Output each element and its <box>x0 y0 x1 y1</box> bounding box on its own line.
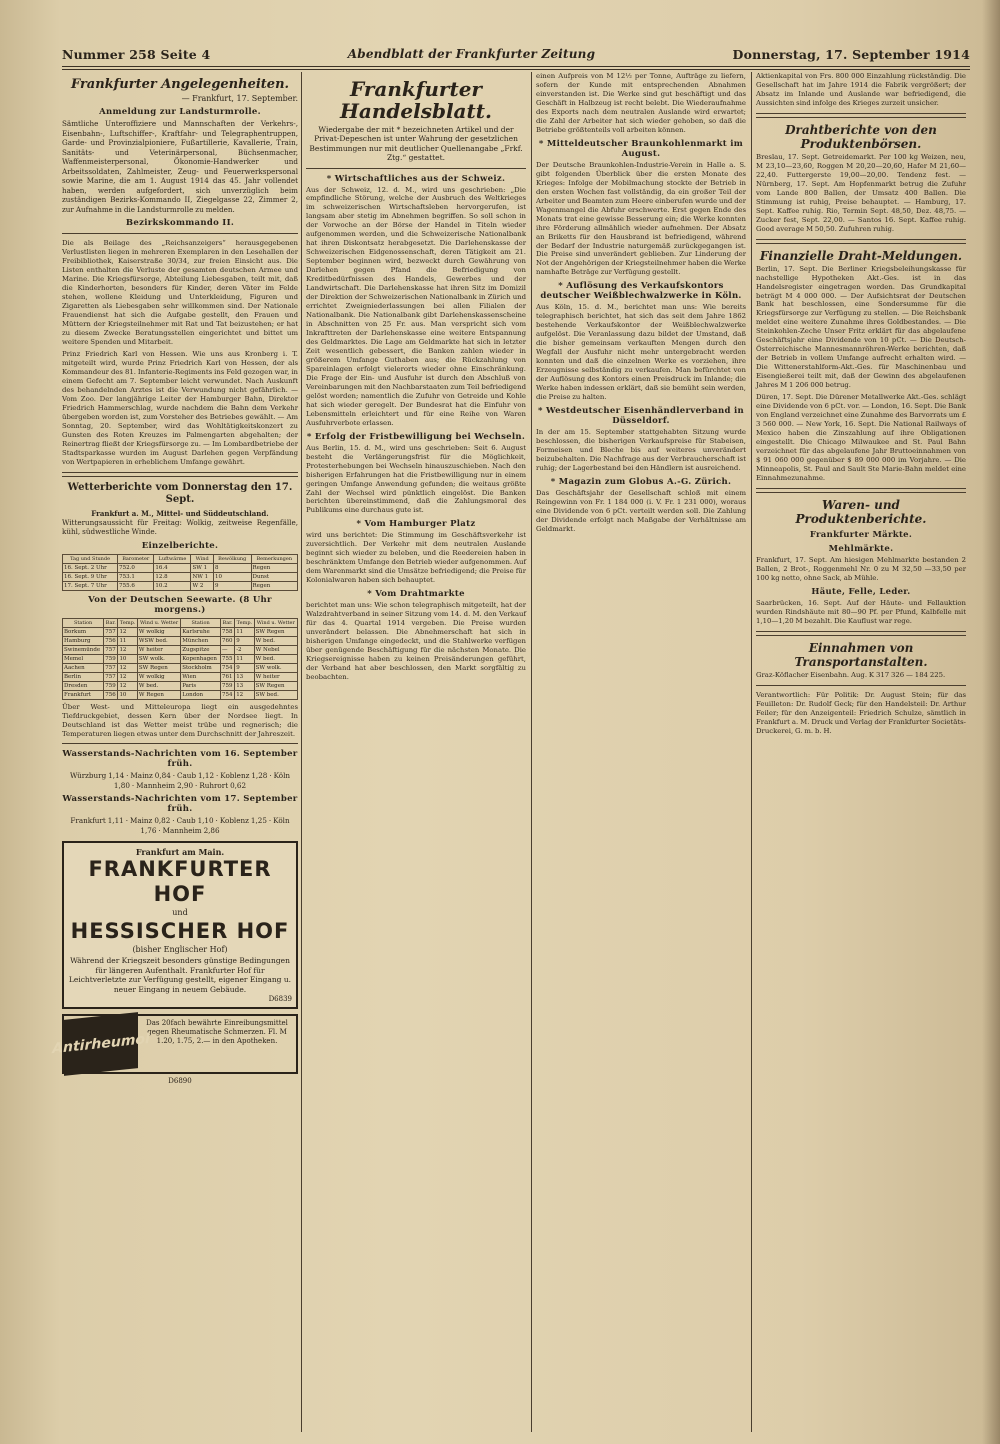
article-heading-weissblech: * Auflösung des Verkaufskontors deutscher Weißblechwalzwerke in Köln. <box>540 281 742 302</box>
table-cell: 758 <box>220 627 234 636</box>
table-cell: 9 <box>213 581 251 590</box>
table-cell: 756 <box>104 690 118 699</box>
table-cell: Dresden <box>63 681 104 690</box>
table-cell: Berlin <box>63 672 104 681</box>
text-finanzielle-meldungen-1: Berlin, 17. Sept. Die Berliner Kriegsbeleihungskasse für nachstellige Hypotheken Akt.-Ges. ist in das Handelsregister eingetragen worden. Das Grundkapital beträgt M 4 000 000. — Der Aufsichtsrat der Deutschen Bank hat beschlossen, eine Sondersumme für die Kriegsfürsorge zur Verfügung zu stellen. — Die Reichsbank meldet eine weitere Zunahme ihres Goldbestandes. — Die Steinkohlen-Zeche Unser Fritz erklärt für das abgelaufene Geschäftsjahr eine Dividende von 10 pCt. — Die Deutsch-Österreichische Mannesmannröhren-Werke berichten, daß der Betrieb in vollem Umfange aufrecht erhalten wird. — Die Wittenerstahlform-Akt.-Ges. für Maschinenbau und Eisengießerei teilt mit, daß der Gewinn des abgelaufenen Jahres M 1 206 000 betrug. <box>756 264 966 390</box>
column-rule-3 <box>751 72 752 1432</box>
table-header-cell: Wind u. Wetter <box>137 618 180 627</box>
ad-city: Frankfurt am Main. <box>135 847 225 858</box>
divider <box>62 472 298 477</box>
column-reports <box>756 72 966 1432</box>
table-cell: Paris <box>181 681 221 690</box>
table-cell: SW 1 <box>191 563 214 572</box>
water-level-values-2: Frankfurt 1,11 · Mainz 0,82 · Caub 1,10 · Koblenz 1,25 · Köln 1,76 · Mannheim 2,86 <box>70 816 290 835</box>
table-row <box>63 636 298 645</box>
table-header-cell: Station <box>63 618 104 627</box>
table-cell: Regen <box>251 581 297 590</box>
article-heading-eisenhaendler: * Westdeutscher Eisenhändlerverband in Düsseldorf. <box>538 406 744 427</box>
table-cell: 10 <box>213 572 251 581</box>
article-text-draht: berichtet man uns: Wie schon telegraphisch mitgeteilt, hat der Walzdrahtverband in seiner Sitzung vom 14. d. M. den Verkauf für das 4. Quartal 1914 vergeben. Die Preise wurden unverändert belassen. Die Abnehmerschaft hat sich in bisherigen Umfange eingedeckt, und die Stahlwerke verfügen über genügende Beschäftigung für die nächsten Monate. Die Kriegsereignisse haben zu keinen Preisänderungen geführt, der Verband hat aber beschlossen, den Markt sorgfältig zu beobachten. <box>306 601 526 681</box>
table-cell: 16. Sept. 2 Uhr <box>63 563 118 572</box>
table-header-cell: Wind <box>191 554 214 563</box>
table-cell: 12 <box>118 663 137 672</box>
table-cell: München <box>181 636 221 645</box>
table-row <box>63 581 298 590</box>
article-heading-draht: * Vom Drahtmarkte <box>367 589 465 600</box>
table-cell: 754 <box>220 690 234 699</box>
table-cell: 13 <box>235 681 254 690</box>
local-article-2: Prinz Friedrich Karl von Hessen. Wie uns aus Kronberg i. T. mitgeteilt wird, wurde Prinz Friedrich Karl von Hessen, der als Kommandeur des 81. Infanterie-Regiments ins Feld gezogen war, in einem Gefecht am 7. September leicht verwundet. Nach Auskunft des behandelnden Arztes ist die Verwundung nicht gefährlich. — Vom Zoo. Der langjährige Leiter der Hamburger Bahn, Direktor Friedrich Hammerschlag, wurde nachdem die Bahn dem Verkehr übergeben worden ist, zum Vorsteher des Betriebes gewählt. — Am Sonntag, 20. September, wird das Wohltätigkeitskonzert zu Gunsten des Roten Kreuzes im Palmengarten abgehalten; der Reinertrag fließt der Kriegsfürsorge zu. — Im Lombardbetriebe der Stadtsparkasse wurden im August Darlehen gegen Verpfändung von Wertpapieren in erheblichem Umfange gewährt. <box>62 349 298 466</box>
section-title-commerce: Frankfurter Handelsblatt. <box>340 77 492 123</box>
ad-body: Während der Kriegszeit besonders günstige Bedingungen für längeren Aufenthalt. Frankfurter Hof für Leichtverletzte zur Verfügung gestellt, eigener Eingang u. neuer Eingang in neuem Gebäude. <box>68 955 292 995</box>
table-cell: 752.0 <box>118 563 154 572</box>
article-text-globus: Das Geschäftsjahr der Gesellschaft schloß mit einem Reingewinn von Fr. 1 184 000 (i. V. Fr. 1 231 000), woraus eine Dividende von 6 pCt. verteilt werden soll. Die Zahlung der Dividende erfolgt nach Maßgabe der Verhältnisse am Geldmarkt. <box>536 488 746 533</box>
table-header-cell: Wind u. Wetter <box>254 618 297 627</box>
table-cell: W heiter <box>137 645 180 654</box>
table-cell: 760 <box>220 636 234 645</box>
article-heading-hamburg: * Vom Hamburger Platz <box>356 519 476 530</box>
text-finanzielle-meldungen-2: Düren, 17. Sept. Die Dürener Metallwerke Akt.-Ges. schlägt eine Dividende von 6 pCt. vor. — London, 16. Sept. Die Bank von England verzeichnet eine Zunahme des Barvorrats um £ 3 560 000. — New York, 16. Sept. Die National Railways of Mexico haben die Zinszahlung auf ihre Obligationen eingestellt. Die Chicago Milwaukee and St. Paul Bahn verzeichnet für das abgelaufene Jahr Bruttoeinnahmen von $ 91 060 000 gegenüber $ 89 000 000 im Vorjahre. — Die Minneapolis, St. Paul and Sault Ste Marie-Bahn meldet eine Einnahmezunahme. <box>756 393 966 482</box>
heading-produktenboersen: Drahtberichte von den Produktenbörsen. <box>785 122 937 151</box>
table-cell: Kopenhagen <box>181 654 221 663</box>
table-cell: SW wolk. <box>137 654 180 663</box>
hotel-advertisement <box>62 841 298 1008</box>
table-cell: 759 <box>104 654 118 663</box>
table-row <box>63 627 298 636</box>
table-row <box>63 690 298 699</box>
table-cell: SW bed. <box>254 690 297 699</box>
section-title-local: Frankfurter Angelegenheiten. <box>70 77 290 92</box>
article-text-weissblech: Aus Köln, 15. d. M., berichtet man uns: Wie bereits telegraphisch berichtet, hat sich das seit dem Jahre 1862 bestehende Verkaufskontor der Weißblechwalzwerke aufgelöst. Die Veranlassung dazu bildet der Umstand, daß die bisher gemeinsam verkauften Mengen durch den Wegfall der Ausfuhr nicht mehr untergebracht werden konnten und daß die einzelnen Werke es vorziehen, ihre Erzeugnisse selbständig zu verkaufen. Man befürchtet von der Auflösung des Kontors einen Preisdruck im Inlande; die Werke haben indessen erklärt, daß sie bemüht sein werden, die Preise zu halten. <box>536 303 746 402</box>
table-header-cell: Station <box>181 618 221 627</box>
column-local-news <box>52 72 298 1432</box>
notice-text: Sämtliche Unteroffiziere und Mannschaften der Verkehrs-, Eisenbahn-, Luftschiffer-, Kraftfahr- und Telegraphentruppen, Garde- und Provinzialpioniere, Fußartillerie, Kavallerie, Train, Sanitäts- und Veterinärpersonal, Büchsenmacher, Waffenmeisterpersonal, Ökonomie-Handwerker und Arbeitssoldaten, Zahlmeister, Zeug- und Feuerwerkspersonal sowie Marine, die am 1. August 1914 das 45. Jahr vollendet haben, werden aufgefordert, sich unverzüglich beim zuständigen Bezirks-Kommando II, Ziegelgasse 22, Zimmer 2, zur Aufnahme in die Landsturmrolle zu melden. <box>62 119 298 214</box>
article-heading-schweiz: * Wirtschaftliches aus der Schweiz. <box>326 173 506 184</box>
text-transport-einnahmen: Graz-Köflacher Eisenbahn. Aug. K 317 326 — 184 225. <box>756 670 946 679</box>
ad-hotel-frankfurter-hof: FRANKFURTER HOF <box>88 857 272 906</box>
article-text-top: Aktienkapital von Frs. 800 000 Einzahlung rückständig. Die Gesellschaft hat im Jahre 1914 die Fabrik vergrößert; der Absatz im Inlande und Auslande war befriedigend, die Aussichten sind infolge des Krieges zurzeit unsicher. <box>756 72 966 107</box>
notice-heading: Anmeldung zur Landsturmrolle. <box>99 107 261 118</box>
table-row <box>63 563 298 572</box>
weather-detail-title: Einzelberichte. <box>141 540 219 551</box>
table-cell: 755 <box>220 654 234 663</box>
table-cell: 8 <box>213 563 251 572</box>
table-cell: Zugspitze <box>181 645 221 654</box>
seewarte-table <box>62 618 298 700</box>
table-cell: Frankfurt <box>63 690 104 699</box>
ad-hotel-hessischer-hof: HESSISCHER HOF <box>70 918 290 943</box>
table-header-cell: Temp. <box>119 619 136 626</box>
antirheumol-advertisement <box>52 1014 298 1074</box>
table-cell: SW Regen <box>137 663 180 672</box>
table-cell: 12.8 <box>154 572 191 581</box>
table-cell: Regen <box>251 563 297 572</box>
table-cell: 9 <box>235 636 254 645</box>
newspaper-title: Abendblatt der Frankfurter Zeitung <box>347 47 596 61</box>
table-cell: 759 <box>220 681 234 690</box>
text-mehlmaerkte: Frankfurt, 17. Sept. Am hiesigen Mehlmarkte bestanden 2 Ballen, 2 Brot-, Roggenmehl Nr. 0 zu M 32,50 —33,50 per 100 kg netto, ohne Sack, ab Mühle. <box>756 555 966 582</box>
table-header-cell: Bewölkung <box>213 554 251 563</box>
table-row <box>63 663 298 672</box>
divider <box>62 233 298 234</box>
table-cell: 12 <box>118 627 137 636</box>
article-text-wechsel: Aus Berlin, 15. d. M., wird uns geschrieben: Seit 6. August besteht die Verlängerungsfrist für die Möglichkeit, Protesterhebungen bei Wechseln hinauszuschieben. Nach den bisherigen Erfahrungen hat die Fristbewilligung nur in einem geringen Umfange Anwendung gefunden; die weitaus größte Zahl der Wechsel wird pünktlich eingelöst. Die Banken berichten übereinstimmend, daß die Zahlungsmoral des Publikums eine durchaus gute ist. <box>306 443 526 515</box>
table-cell: Dunst <box>251 572 297 581</box>
table-cell: Karlsruhe <box>181 627 221 636</box>
table-cell: 13 <box>235 672 254 681</box>
table-cell: 759 <box>104 681 118 690</box>
article-heading-wechsel: * Erfolg der Fristbewilligung bei Wechseln. <box>306 431 526 442</box>
article-heading-braunkohle: * Mitteldeutscher Braunkohlenmarkt im August. <box>538 138 744 159</box>
table-cell: 757 <box>104 627 118 636</box>
water-level-values-1: Würzburg 1,14 · Mainz 0,84 · Caub 1,12 · Koblenz 1,28 · Köln 1,80 · Mannheim 2,90 · Ruhrort 0,62 <box>69 771 291 790</box>
table-cell: Wien <box>181 672 221 681</box>
table-cell: Memel <box>63 654 104 663</box>
weather-forecast: Witterungsaussicht für Freitag: Wolkig, zeitweise Regenfälle, kühl, südwestliche Winde. <box>62 517 298 537</box>
ad-and: und <box>172 907 188 917</box>
ad-former-name: (bisher Englischer Hof) <box>132 944 228 954</box>
table-header-cell: Luftwärme <box>154 554 191 563</box>
dateline: — Frankfurt, 17. September. <box>181 94 298 104</box>
article-heading-globus: * Magazin zum Globus A.-G. Zürich. <box>550 476 732 487</box>
divider <box>306 168 526 169</box>
ad2-logo: Antirheumol <box>64 1012 138 1076</box>
table-cell: 10.2 <box>154 581 191 590</box>
text-haeute: Saarbrücken, 16. Sept. Auf der Häute- und Fellauktion wurden Rindshäute mit 80—90 Pf. per Pfund, Kalbfelle mit 1,10—1,20 M bezahlt. Die Kauflust war rege. <box>756 598 966 625</box>
weather-summary: Über West- und Mitteleuropa liegt ein ausgedehntes Tiefdruckgebiet, dessen Kern über der Nordsee liegt. In Deutschland ist das Wetter meist trübe und regnerisch; die Temperaturen liegen etwas unter dem Durchschnitt der Jahreszeit. <box>62 702 298 738</box>
table-cell: Swinemünde <box>63 645 104 654</box>
table-cell: London <box>181 690 221 699</box>
header-rule-2 <box>62 69 970 70</box>
divider <box>62 743 298 744</box>
column-markets <box>536 72 746 1432</box>
table-cell: 757 <box>104 645 118 654</box>
table-cell: 757 <box>104 672 118 681</box>
heading-transport-einnahmen: Einnahmen von Transportanstalten. <box>794 640 928 669</box>
ad2-code: D6890 <box>168 1076 192 1085</box>
table-cell: 756 <box>104 636 118 645</box>
table-cell: 761 <box>220 672 234 681</box>
table-cell: W wolkig <box>137 627 180 636</box>
table-row <box>63 654 298 663</box>
table-cell: 12 <box>118 672 137 681</box>
table-header-cell: Tag und Stunde <box>63 554 118 563</box>
table-cell: 753.1 <box>118 572 154 581</box>
table-cell: W bed. <box>254 636 297 645</box>
subheading-frankfurter-maerkte: Frankfurter Märkte. <box>809 529 913 540</box>
issue-number: Nummer 258 Seite 4 <box>62 46 211 62</box>
article-text-eisenhaendler: In der am 15. September stattgehabten Sitzung wurde beschlossen, die bisherigen Verkaufspreise für Stabeisen, Formeisen und Bleche bis auf weiteres unverändert beizubehalten. Die Nachfrage aus der Verbraucherschaft ist ruhig; der Lagerbestand bei den Händlern ist ausreichend. <box>536 428 746 472</box>
table-cell: 11 <box>118 636 137 645</box>
table-cell: Borkum <box>63 627 104 636</box>
table-cell: NW 1 <box>191 572 214 581</box>
article-text-continued: einen Aufpreis von M 12½ per Tonne, Aufträge zu liefern, sofern der Kunde mit entsprechenden Abnahmen einverstanden ist. Die Werke sind gut beschäftigt und das Geschäft in Halbzeug ist recht belebt. Die Wiederaufnahme des Exports nach dem neutralen Auslande wird erwartet; die Zahl der Arbeiter hat sich wieder gehoben, so daß die Betriebe größtenteils voll arbeiten können. <box>536 72 746 134</box>
table-cell: 12 <box>118 645 137 654</box>
table-row <box>63 672 298 681</box>
weather-table <box>62 554 298 591</box>
local-article-1: Die als Beilage des „Reichsanzeigers“ herausgegebenen Verlustlisten liegen in mehreren Exemplaren in den Lesehallen der Freibibliothek, Kaiserstraße 30/34, zur freien Einsicht aus. Die Listen enthalten die Verluste der gesamten deutschen Armee und Marine. Die Kriegsfürsorge, Abteilung Liebesgaben, teilt mit, daß die Kinderhorten, besonders für Kinder, deren Väter im Felde stehen, wollene Kleidung und Unterkleidung, Figuren und Zigaretten als Liebesgaben sehr willkommen sind. Der Nationale Frauendienst hat sich die Aufgabe gestellt, den Frauen und Müttern der Kriegsteilnehmer mit Rat und Tat beizustehen; er hat zu diesem Zwecke Beratungsstellen eingerichtet und bittet um weitere Spenden und Mitarbeit. <box>62 239 298 346</box>
table-cell: W wolkig <box>137 672 180 681</box>
table-cell: Stockholm <box>181 663 221 672</box>
article-text-schweiz: Aus der Schweiz, 12. d. M., wird uns geschrieben: „Die empfindliche Störung, welche der Ausbruch des Weltkrieges im schweizerischen Wirtschaftsleben hervorgerufen, ist langsam aber stetig im Abnehmen begriffen. So soll schon in der Vorwoche an der Börse der Handel in Titeln wieder aufgenommen werden, und die Schweizerische Nationalbank hat ihren Diskontsatz herabgesetzt. Die Darlehenskasse der Schweizerischen Eidgenossenschaft, deren Tätigkeit am 21. September beginnen wird, bezweckt durch Gewährung von Darlehen gegen Pfand die Befriedigung von Kreditbedürfnissen des Handels, Gewerbes und der Landwirtschaft. Die Darlehenskasse hat ihren Sitz im Domizil der Direktion der Schweizerischen Nationalbank in Zürich und errichtet Zweigniederlassungen bei allen Filialen der Nationalbank. Die Nationalbank gibt Darlehenskassenscheine in Abschnitten von 25 Fr. aus. Man verspricht sich vom Inkrafttreten der Darlehenskasse eine weitere Entspannung des Geldmarktes. Die Lage am Geldmarkte hat sich in letzter Zeit wesentlich gebessert, die Banken zahlen wieder in größerem Umfange Guthaben aus; die Rückzahlung von Spareinlagen erfolgt vielerorts wieder ohne Einschränkung. Die Frage der Ein- und Ausfuhr ist durch den Abschluß von Vereinbarungen mit den Nachbarstaaten zum Teil befriedigend gelöst worden; namentlich die Zufuhr von Getreide und Kohle hat sich wieder geregelt. Der Bundesrat hat die Einfuhr von Lebensmitteln erleichtert und für eine Reihe von Waren Ausfuhrverbote erlassen. <box>306 185 526 427</box>
table-cell: — <box>220 645 234 654</box>
table-cell: 16.4 <box>154 563 191 572</box>
table-row <box>63 681 298 690</box>
subheading-mehlmaerkte: Mehlmärkte. <box>828 543 894 554</box>
table-cell: 12 <box>235 690 254 699</box>
table-cell: 11 <box>235 654 254 663</box>
header-rule <box>62 66 970 67</box>
table-cell: 755.6 <box>118 581 154 590</box>
table-cell: 10 <box>118 654 137 663</box>
table-header-cell: Bar. <box>220 618 234 627</box>
table-cell: W bed. <box>254 654 297 663</box>
weather-subtitle: Frankfurt a. M., Mittel- und Süddeutschland. <box>91 508 269 518</box>
table-header-cell: Bemerkungen <box>251 554 297 563</box>
table-cell: SW wolk. <box>254 663 297 672</box>
heading-finanzielle-meldungen: Finanzielle Draht-Meldungen. <box>759 248 963 263</box>
table-cell: W Nebel <box>254 645 297 654</box>
divider <box>756 113 966 118</box>
table-cell: -2 <box>235 645 254 654</box>
table-cell: 11 <box>235 627 254 636</box>
water-level-title-1: Wasserstands-Nachrichten vom 16. September früh. <box>62 749 298 770</box>
subheading-haeute: Häute, Felle, Leder. <box>811 586 911 597</box>
table-cell: 754 <box>220 663 234 672</box>
article-text-braunkohle: Der Deutsche Braunkohlen-Industrie-Verein in Halle a. S. gibt folgenden Überblick über die ersten Monate des Krieges: Infolge der Mobilmachung stockte der Betrieb in den ersten Wochen fast vollständig, da ein großer Teil der Arbeiter und Beamten zum Heere einberufen wurde und der Wagenmangel die Abfuhr erschwerte. Erst gegen Ende des Monats trat eine gewisse Besserung ein; die Werke konnten ihre Förderung allmählich wieder aufnehmen. Der Absatz an Briketts für den Hausbrand ist befriedigend, während der Bedarf der Industrie naturgemäß zurückgegangen ist. Die Preise sind unverändert geblieben. Zur Linderung der Not der Angehörigen der Kriegsteilnehmer haben die Werke namhafte Beträge zur Verfügung gestellt. <box>536 160 746 277</box>
table-header-cell: Bar. <box>104 618 118 627</box>
table-cell: 17. Sept. 7 Uhr <box>63 581 118 590</box>
table-header-cell: Temp. <box>236 619 253 626</box>
column-rule-2 <box>531 72 532 1432</box>
column-rule-1 <box>301 72 302 1432</box>
masthead <box>62 44 970 64</box>
table-cell: 9 <box>235 663 254 672</box>
reprint-notice: Wiedergabe der mit * bezeichneten Artikel und der Privat-Depeschen ist unter Wahrung der gesetzlichen Bestimmungen nur mit deutlicher Quellenangabe „Frkf. Ztg.“ gestattet. <box>309 125 523 163</box>
weather-title: Wetterberichte vom Donnerstag den 17. Sept. <box>67 481 293 505</box>
divider <box>756 239 966 244</box>
table-cell: W Regen <box>137 690 180 699</box>
imprint: Verantwortlich: Für Politik: Dr. August Stein; für das Feuilleton: Dr. Rudolf Geck; für den Handelsteil: Dr. Arthur Feiler; für den Anzeigenteil: Friedrich Schulze, sämtlich in Frankfurt a. M. Druck und Verlag der Frankfurter Societäts-Druckerei, G. m. b. H. <box>756 690 966 735</box>
table-cell: 10 <box>118 690 137 699</box>
table-cell: Hamburg <box>63 636 104 645</box>
table-cell: 16. Sept. 9 Uhr <box>63 572 118 581</box>
table-row <box>63 645 298 654</box>
table-cell: Aachen <box>63 663 104 672</box>
ad2-text: Das 20fach bewährte Einreibungsmittel gegen Rheumatische Schmerzen. Fl. M 1.20, 1.75, 2.— in den Apotheken. <box>146 1018 288 1046</box>
divider <box>756 631 966 636</box>
divider <box>756 488 966 493</box>
table-cell: 757 <box>104 663 118 672</box>
divider <box>756 685 966 686</box>
table-header-cell: Barometer <box>118 554 154 563</box>
water-level-title-2: Wasserstands-Nachrichten vom 17. September früh. <box>62 794 298 815</box>
table-cell: WSW bed. <box>137 636 180 645</box>
table-cell: W heiter <box>254 672 297 681</box>
table-cell: W 2 <box>191 581 214 590</box>
heading-warenberichte: Waren- und Produktenberichte. <box>795 497 927 526</box>
article-text-hamburg: wird uns berichtet: Die Stimmung im Geschäftsverkehr ist zuversichtlich. Der Verkehr mit dem neutralen Auslande beginnt sich wieder zu beleben, und die Reedereien haben in beschränktem Umfange den Betrieb wieder aufgenommen. Auf dem Warenmarkt sind die Umsätze befriedigend; die Preise für Kolonialwaren haben sich behauptet. <box>306 531 526 585</box>
table-row <box>63 572 298 581</box>
column-commerce <box>306 72 526 1432</box>
issue-date: Donnerstag, 17. September 1914 <box>732 46 970 62</box>
notice-signature: Bezirkskommando II. <box>125 218 235 229</box>
text-produktenboersen: Breslau, 17. Sept. Getreidemarkt. Per 100 kg Weizen, neu, M 23,10—23,60, Roggen M 20,20—20,60, Hafer M 21,60—22,40. Futtergerste 19,00—20,00. Tendenz fest. — Nürnberg, 17. Sept. Am Hopfenmarkt betrug die Zufuhr vom Lande 800 Ballen, der Umsatz 400 Ballen. Die Stimmung ist ruhig, Preise behauptet. — Hamburg, 17. Sept. Kaffee ruhig. Rio, Termin Sept. 48,50, Dez. 48,75. — Zucker fest, Sept. 22,00. — Santos 16. Sept. Kaffee ruhig. Good average M 50,50. Zufuhren ruhig. <box>756 152 966 233</box>
table-cell: SW Regen <box>254 681 297 690</box>
seewarte-title: Von der Deutschen Seewarte. (8 Uhr morgens.) <box>88 594 272 615</box>
table-cell: 12 <box>118 681 137 690</box>
table-cell: SW Regen <box>254 627 297 636</box>
ad-code: D6839 <box>268 994 292 1003</box>
table-cell: W bed. <box>137 681 180 690</box>
